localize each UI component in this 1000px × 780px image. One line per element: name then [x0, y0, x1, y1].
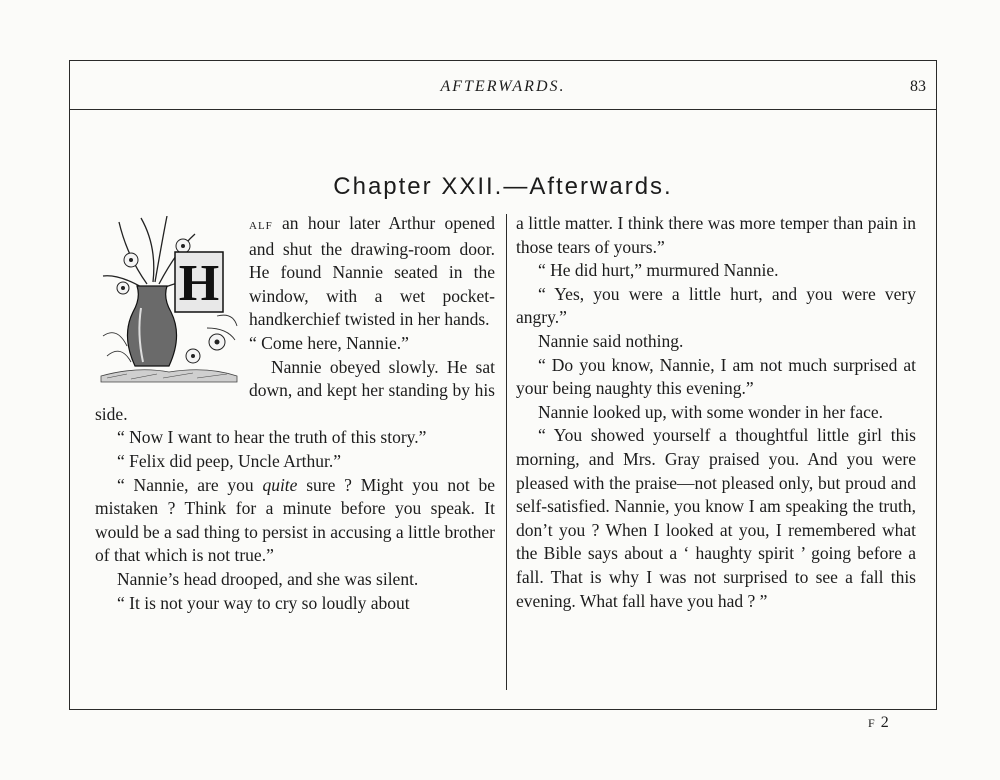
- drop-cap-remainder: alf: [249, 217, 273, 233]
- paragraph-4: “ Now I want to hear the truth of this story.”: [117, 427, 427, 448]
- chapter-title: Chapter XXII.—Afterwards.: [333, 173, 673, 200]
- drop-cap-illustration: [97, 216, 241, 388]
- right-paragraph-4: Nannie said nothing.: [538, 330, 684, 351]
- svg-text:H: H: [178, 255, 220, 312]
- paragraph-3: Nannie obeyed slowly. He sat down, and kept her standing by his side.: [95, 356, 495, 424]
- right-paragraph-6: Nannie looked up, with some wonder in her face.: [538, 401, 884, 422]
- emphasis: quite: [262, 474, 298, 495]
- page-number: 83: [910, 78, 926, 95]
- left-column: [95, 212, 495, 615]
- running-head-title: AFTERWARDS.: [440, 78, 566, 95]
- paragraph-1-text: an hour later Arthur opened and shut the drawing-room door. He found Nannie seated in the window, with a wet pocket-handkerchief twisted in her hands.: [249, 213, 495, 330]
- paragraph-2: “ Come here, Nannie.”: [249, 332, 409, 353]
- signature-letter: F: [868, 716, 881, 730]
- flower-vase-icon: [97, 216, 241, 388]
- right-paragraph-5: “ Do you know, Nannie, I am not much surprised at your being naughty this evening.”: [516, 354, 916, 399]
- paragraph-7: Nannie’s head drooped, and she was silent.: [117, 568, 419, 589]
- right-paragraph-7: “ You showed yourself a thoughtful little girl this morning, and Mrs. Gray praised you. And you were pleased with the praise—not pleased only, but proud and self-satisfied. Nannie, you know I am speaking the truth, don’t you ? When I looked at you, I remembered what the Bible says about a ‘ haughty spirit ’ going before a fall. That is why I was not surprised to see a fall this evening. What fall have you had ? ”: [516, 425, 916, 611]
- right-paragraph-1: a little matter. I think there was more temper than pain in those tears of yours.”: [516, 213, 916, 257]
- paragraph-5: “ Felix did peep, Uncle Arthur.”: [117, 450, 342, 471]
- signature-number: 2: [880, 714, 895, 731]
- paragraph-6: “ Nannie, are you quite sure ? Might you not be mistaken ? Think for a minute before you speak. It would be a sad thing to persist in accusing a little brother of that which is not true.”: [95, 474, 495, 566]
- page-frame: [69, 60, 937, 710]
- column-divider: [506, 214, 507, 690]
- right-column: [516, 212, 916, 613]
- running-head: [70, 61, 936, 110]
- paragraph-8: “ It is not your way to cry so loudly about: [117, 592, 410, 613]
- signature-mark: [868, 714, 895, 732]
- right-paragraph-2: “ He did hurt,” murmured Nannie.: [538, 260, 779, 281]
- right-paragraph-3: “ Yes, you were a little hurt, and you were very angry.”: [516, 283, 916, 328]
